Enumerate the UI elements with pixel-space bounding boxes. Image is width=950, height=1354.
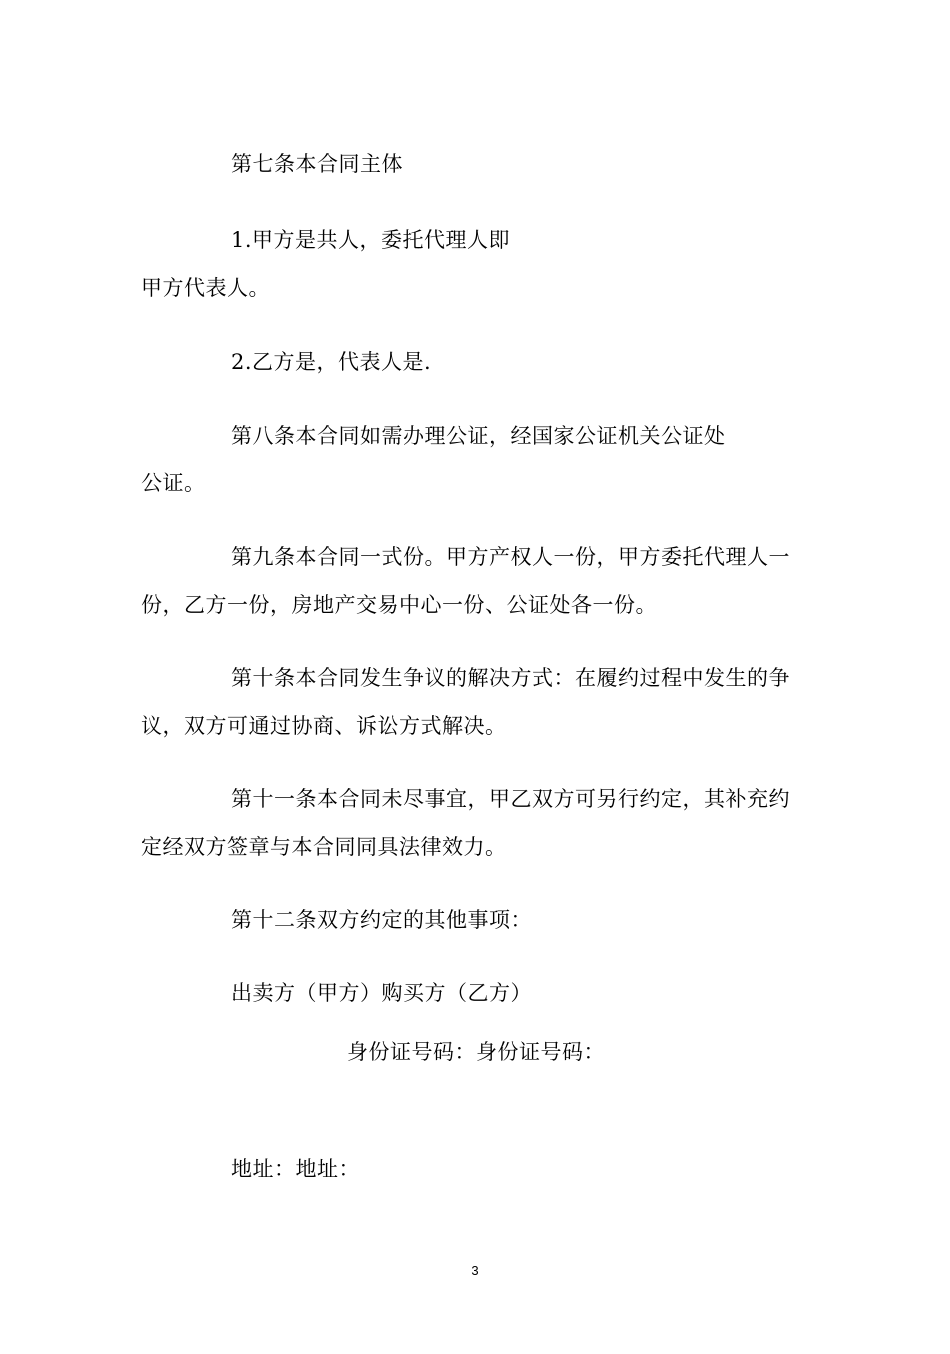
clause-2-line-1: 2.乙方是，代表人是. [231, 350, 432, 374]
article-12-heading: 第十二条双方约定的其他事项： [231, 908, 532, 932]
article-11-line-2: 定经双方签章与本合同同具法律效力。 [141, 835, 507, 859]
article-10-line-1: 第十条本合同发生争议的解决方式：在履约过程中发生的争 [231, 666, 790, 690]
article-8-line-1: 第八条本合同如需办理公证，经国家公证机关公证处 [231, 424, 726, 448]
id-number-label: 身份证号码：身份证号码： [347, 1040, 605, 1064]
page-number: 3 [471, 1263, 479, 1278]
article-8-line-2: 公证。 [141, 471, 206, 495]
seller-buyer-label: 出卖方（甲方）购买方（乙方） [231, 981, 532, 1005]
clause-1-line-1: 1.甲方是共人，委托代理人即 [231, 228, 511, 252]
article-7-heading: 第七条本合同主体 [231, 152, 403, 176]
address-label: 地址：地址： [231, 1157, 360, 1181]
clause-1-line-2: 甲方代表人。 [141, 276, 270, 300]
article-11-line-1: 第十一条本合同未尽事宜，甲乙双方可另行约定，其补充约 [231, 787, 790, 811]
article-9-line-1: 第九条本合同一式份。甲方产权人一份，甲方委托代理人一 [231, 545, 790, 569]
article-9-line-2: 份，乙方一份，房地产交易中心一份、公证处各一份。 [141, 593, 657, 617]
article-10-line-2: 议，双方可通过协商、诉讼方式解决。 [141, 714, 507, 738]
